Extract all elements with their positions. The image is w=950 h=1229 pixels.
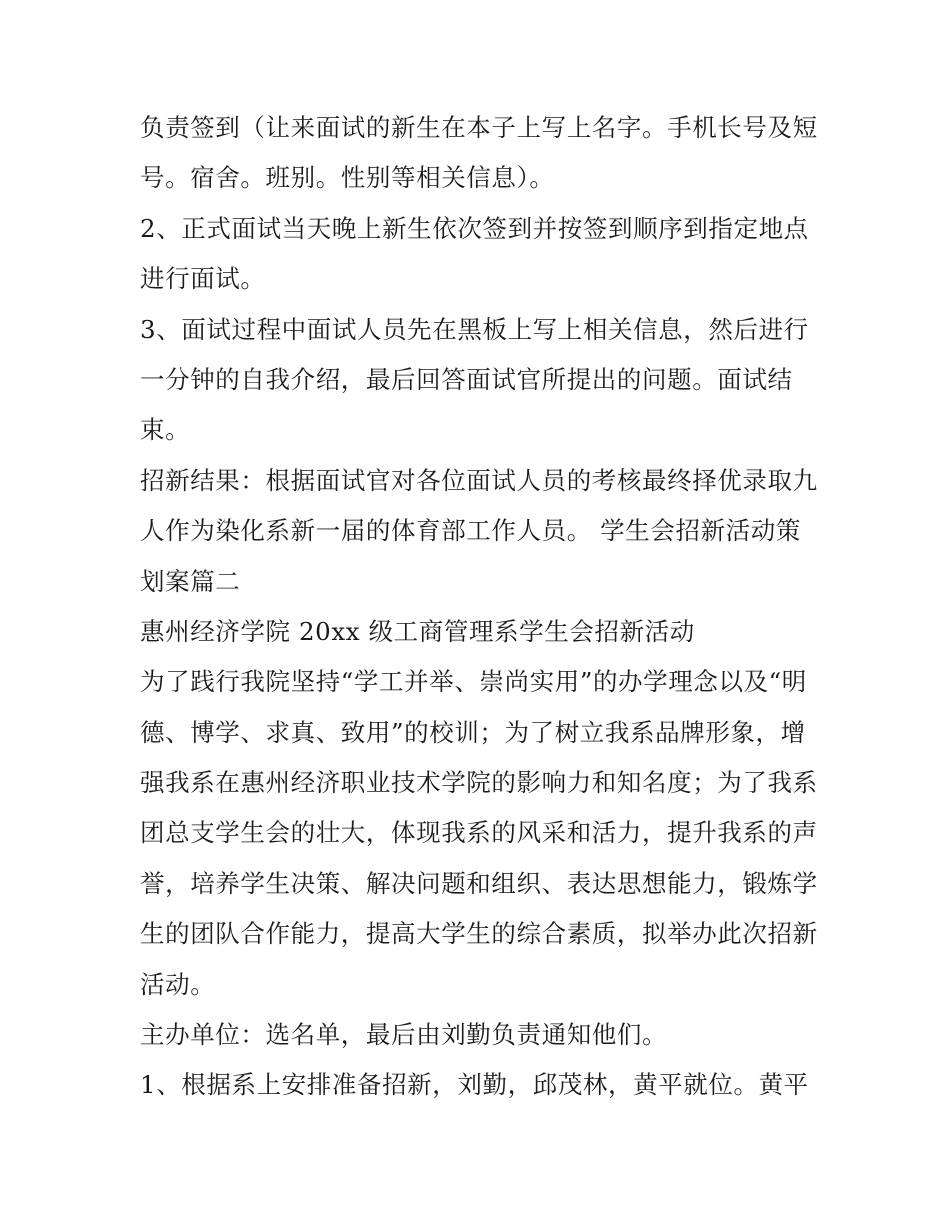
text-line: 主办单位：选名单，最后由刘勤负责通知他们。 — [140, 1020, 668, 1050]
text-line: 1、根据系上安排准备招新，刘勤，邱茂林，黄平就位。黄平 — [140, 1070, 809, 1100]
text-line: 为了践行我院坚持“学工并举、崇尚实用”的办学理念以及“明 — [140, 667, 807, 697]
text-line: 活动。 — [140, 969, 216, 999]
text-line: 号。宿舍。班别。性别等相关信息）。 — [140, 163, 555, 193]
text-line: 3、面试过程中面试人员先在黑板上写上相关信息，然后进行 — [140, 314, 809, 344]
document-body — [140, 103, 820, 1111]
text-line: 生的团队合作能力，提高大学生的综合素质，拟举办此次招新 — [140, 919, 818, 949]
text-line: 束。 — [140, 415, 191, 445]
text-line: 强我系在惠州经济职业技术学院的影响力和知名度；为了我系 — [140, 768, 818, 798]
text-line: 誉，培养学生决策、解决问题和组织、表达思想能力，锻炼学 — [140, 868, 818, 898]
text-line: 进行面试。 — [140, 264, 266, 294]
text-line: 2、正式面试当天晚上新生依次签到并按签到顺序到指定地点 — [140, 213, 809, 243]
text-line: 一分钟的自我介绍，最后回答面试官所提出的问题。面试结 — [140, 364, 793, 394]
text-line: 招新结果：根据面试官对各位面试人员的考核最终择优录取九 — [140, 465, 818, 495]
text-line: 人作为染化系新一届的体育部工作人员。 学生会招新活动策 — [140, 516, 801, 546]
text-line: 划案篇二 — [140, 566, 241, 596]
text-line: 团总支学生会的壮大，体现我系的风采和活力，提升我系的声 — [140, 818, 818, 848]
text-line: 德、博学、求真、致用”的校训；为了树立我系品牌形象，增 — [140, 717, 806, 747]
text-line: 负责签到（让来面试的新生在本子上写上名字。手机长号及短 — [140, 113, 818, 142]
text-line: 惠州经济学院 20xx 级工商管理系学生会招新活动 — [140, 616, 695, 646]
